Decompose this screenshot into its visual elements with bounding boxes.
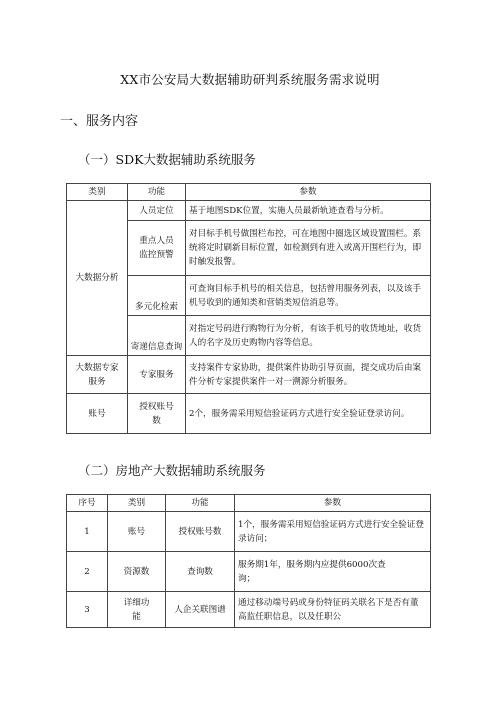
parameter-cell: 基于地图SDK位置，实施人员最新轨迹查看与分析。 [186,201,431,221]
real-estate-service-table [66,494,431,628]
function-cell: 人企关联图谱 [166,592,235,628]
function-cell: 重点人员监控预警 [128,221,186,276]
table-header-row [67,495,431,512]
number-cell: 3 [67,592,108,628]
number-cell: 1 [67,512,108,552]
parameter-cell: 支持案件专家协助，提供案件协助引导页面，提交成功后由案件分析专家提供案件一对一溯源分析服务。 [186,356,431,394]
table-row [67,356,431,394]
header-function: 功能 [166,495,235,512]
header-parameter: 参数 [186,184,431,201]
parameter-cell: 对指定号码进行购物行为分析，有该手机号的收货地址，收货人的名字及历史购物内容等信息。 [186,316,431,356]
table-header-row [67,184,431,201]
function-cell: 授权账号数 [166,512,235,552]
function-cell: 查询数 [166,552,235,592]
header-parameter: 参数 [235,495,431,512]
parameter-cell: 服务期1年，服务期内应提供6000次查询； [235,552,431,592]
parameter-cell: 可查询目标手机号的相关信息，包括曾用服务列表，以及该手机号收到的通知类和营销类短信消息等。 [186,276,431,316]
category-cell: 账号 [108,512,166,552]
header-number: 序号 [67,495,108,512]
category-cell: 大数据专家服务 [67,356,128,394]
subsection-heading-real-estate: （二）房地产大数据辅助系统服务 [78,463,266,478]
table-row [67,201,431,221]
parameter-cell: 对目标手机号做围栏布控，可在地图中圈选区域设置围栏。系统将定时刷新目标位置，如检测到有进入或离开围栏行为，即时触发报警。 [186,221,431,276]
table-row [67,512,431,552]
function-cell: 专家服务 [128,356,186,394]
parameter-cell: 1个，服务需采用短信验证码方式进行安全验证登录访问； [235,512,431,552]
category-cell: 资源数 [108,552,166,592]
document-title: XX市公安局大数据辅助研判系统服务需求说明 [120,72,380,87]
table-row [67,552,431,592]
category-cell: 大数据分析 [67,201,128,356]
category-cell: 详细功能 [108,592,166,628]
function-cell: 寄递信息查询 [128,316,186,356]
table-row [67,394,431,434]
function-cell: 人员定位 [128,201,186,221]
function-cell: 多元化检索 [128,276,186,316]
header-category: 类别 [67,184,128,201]
subsection-heading-sdk: （一）SDK大数据辅助系统服务 [78,152,256,167]
parameter-cell: 2个，服务需采用短信验证码方式进行安全验证登录访问。 [186,394,431,434]
function-cell: 授权账号数 [128,394,186,434]
section-heading-service-content: 一、服务内容 [60,114,139,129]
category-cell: 账号 [67,394,128,434]
table-row [67,592,431,628]
sdk-service-table [66,183,431,434]
header-category: 类别 [108,495,166,512]
header-function: 功能 [128,184,186,201]
parameter-cell: 通过移动端号码或身份特征码关联名下是否有董高监任职信息，以及任职公 [235,592,431,628]
number-cell: 2 [67,552,108,592]
